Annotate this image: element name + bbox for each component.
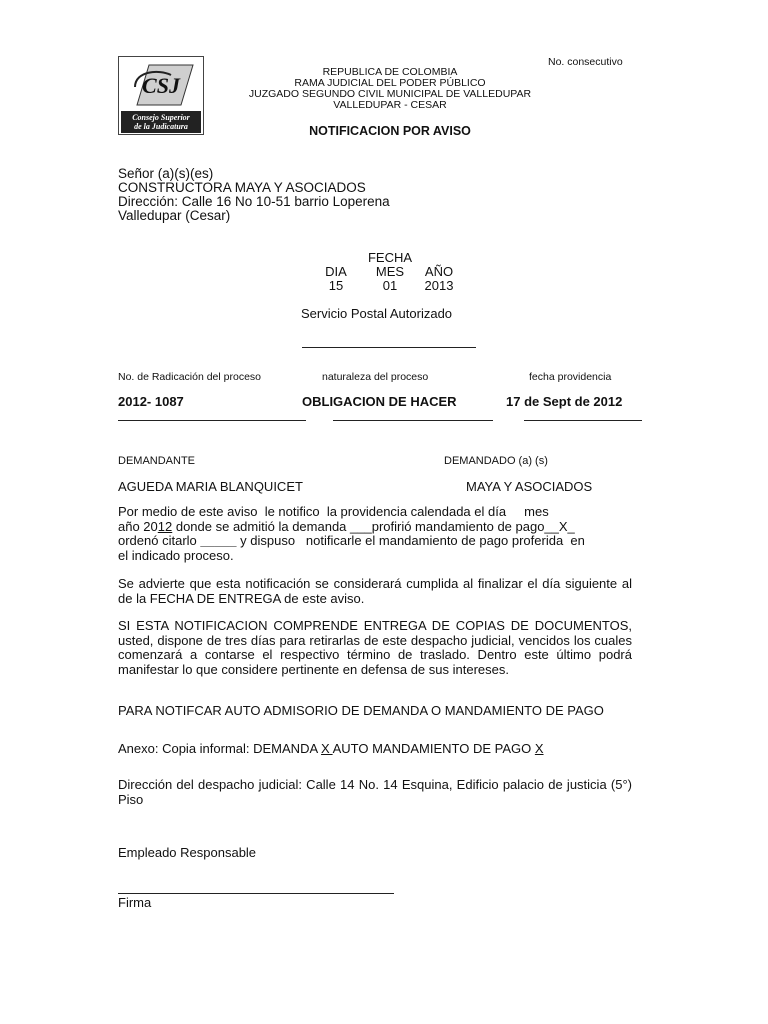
month-label: MES <box>375 264 405 279</box>
recipient-salutation: Señor (a)(s)(es) <box>118 166 214 181</box>
p1-line-2b: 12 <box>157 518 173 534</box>
notification-paragraph-1 <box>118 505 632 563</box>
fecha-providencia-value: 17 de Sept de 2012 <box>506 394 623 409</box>
p1-line-3c: y dispuso notificarle el mandamiento de pago proferida en <box>236 533 585 548</box>
p1-line-1: Por medio de este aviso le notifico la providencia calendada el día mes <box>118 504 549 519</box>
document-title: NOTIFICACION POR AVISO <box>309 124 471 138</box>
logo-caption-1: Consejo Superior <box>132 113 190 122</box>
notification-paragraph-2: Se advierte que esta notificación se considerará cumplida al finalizar el día siguiente al de la FECHA DE ENTREGA de este aviso. <box>118 576 632 606</box>
annex-prefix: Anexo: Copia informal: DEMANDA <box>118 741 322 756</box>
p1-line-4: el indicado proceso. <box>118 547 234 563</box>
date-heading: FECHA <box>367 250 413 265</box>
fecha-line <box>524 420 642 421</box>
header-line-4: VALLEDUPAR - CESAR <box>333 99 447 111</box>
annex-middle: AUTO MANDAMIENTO DE PAGO <box>332 741 535 756</box>
month-value: 01 <box>382 278 398 293</box>
demandante-label: DEMANDANTE <box>118 455 196 467</box>
radicacion-label: No. de Radicación del proceso <box>118 371 262 383</box>
day-label: DIA <box>325 264 347 279</box>
annex-mark-demanda: X <box>321 741 333 756</box>
p1-line-3 <box>118 534 632 549</box>
p1-line-3b: _____ <box>200 533 237 548</box>
csj-logo <box>118 56 204 135</box>
consecutivo-label: No. consecutivo <box>548 56 623 68</box>
recipient-name: CONSTRUCTORA MAYA Y ASOCIADOS <box>118 180 366 195</box>
header-line-2: RAMA JUDICIAL DEL PODER PÚBLICO <box>294 77 486 89</box>
demandado-value: MAYA Y ASOCIADOS <box>466 479 593 494</box>
year-value: 2013 <box>424 278 454 293</box>
annex-line <box>118 741 544 756</box>
despacho-address: Dirección del despacho judicial: Calle 14 No. 14 Esquina, Edificio palacio de justicia (5°) Piso <box>118 777 632 807</box>
fecha-providencia-label: fecha providencia <box>529 371 612 383</box>
p1-line-2c: donde se admitió la demanda ___profirió mandamiento de pago__X_ <box>172 518 575 534</box>
employee-label: Empleado Responsable <box>118 845 257 860</box>
year-label: AÑO <box>424 264 454 279</box>
purpose-line: PARA NOTIFCAR AUTO ADMISORIO DE DEMANDA O MANDAMIENTO DE PAGO <box>118 703 604 718</box>
postal-service-label: Servicio Postal Autorizado <box>301 306 453 321</box>
header-line-1: REPUBLICA DE COLOMBIA <box>322 66 458 78</box>
annex-mark-auto: X <box>534 741 544 756</box>
header-line-3: JUZGADO SEGUNDO CIVIL MUNICIPAL DE VALLEDUPAR <box>248 88 532 100</box>
postal-service-line <box>302 347 476 348</box>
logo-caption-2: de la Judicatura <box>134 122 188 131</box>
signature-label: Firma <box>118 895 152 910</box>
p1-line-2 <box>118 520 632 535</box>
naturaleza-line <box>333 420 493 421</box>
naturaleza-label: naturaleza del proceso <box>322 371 429 383</box>
recipient-address: Dirección: Calle 16 No 10-51 barrio Loperena <box>118 194 390 209</box>
logo-letters: CSJ <box>142 73 180 98</box>
signature-line <box>118 893 394 894</box>
demandado-label: DEMANDADO (a) (s) <box>444 455 548 467</box>
p1-line-3a: ordenó citarlo <box>118 533 201 548</box>
radicacion-value: 2012- 1087 <box>118 394 184 409</box>
recipient-city: Valledupar (Cesar) <box>118 208 231 223</box>
day-value: 15 <box>328 278 344 293</box>
naturaleza-value: OBLIGACION DE HACER <box>302 394 457 409</box>
radicacion-line <box>118 420 306 421</box>
demandante-value: AGUEDA MARIA BLANQUICET <box>118 479 303 494</box>
notification-paragraph-3: SI ESTA NOTIFICACION COMPRENDE ENTREGA DE COPIAS DE DOCUMENTOS, usted, dispone de tres días para retirarlas de este despacho judicial, vencidos los cuales comenzará a contarse el respectivo término de traslado. Dentro este último podrá manifestar lo que considere pertinente en defensa de sus intereses. <box>118 618 632 677</box>
p1-line-2a: año 20 <box>118 518 158 534</box>
csj-emblem-icon <box>119 57 203 134</box>
